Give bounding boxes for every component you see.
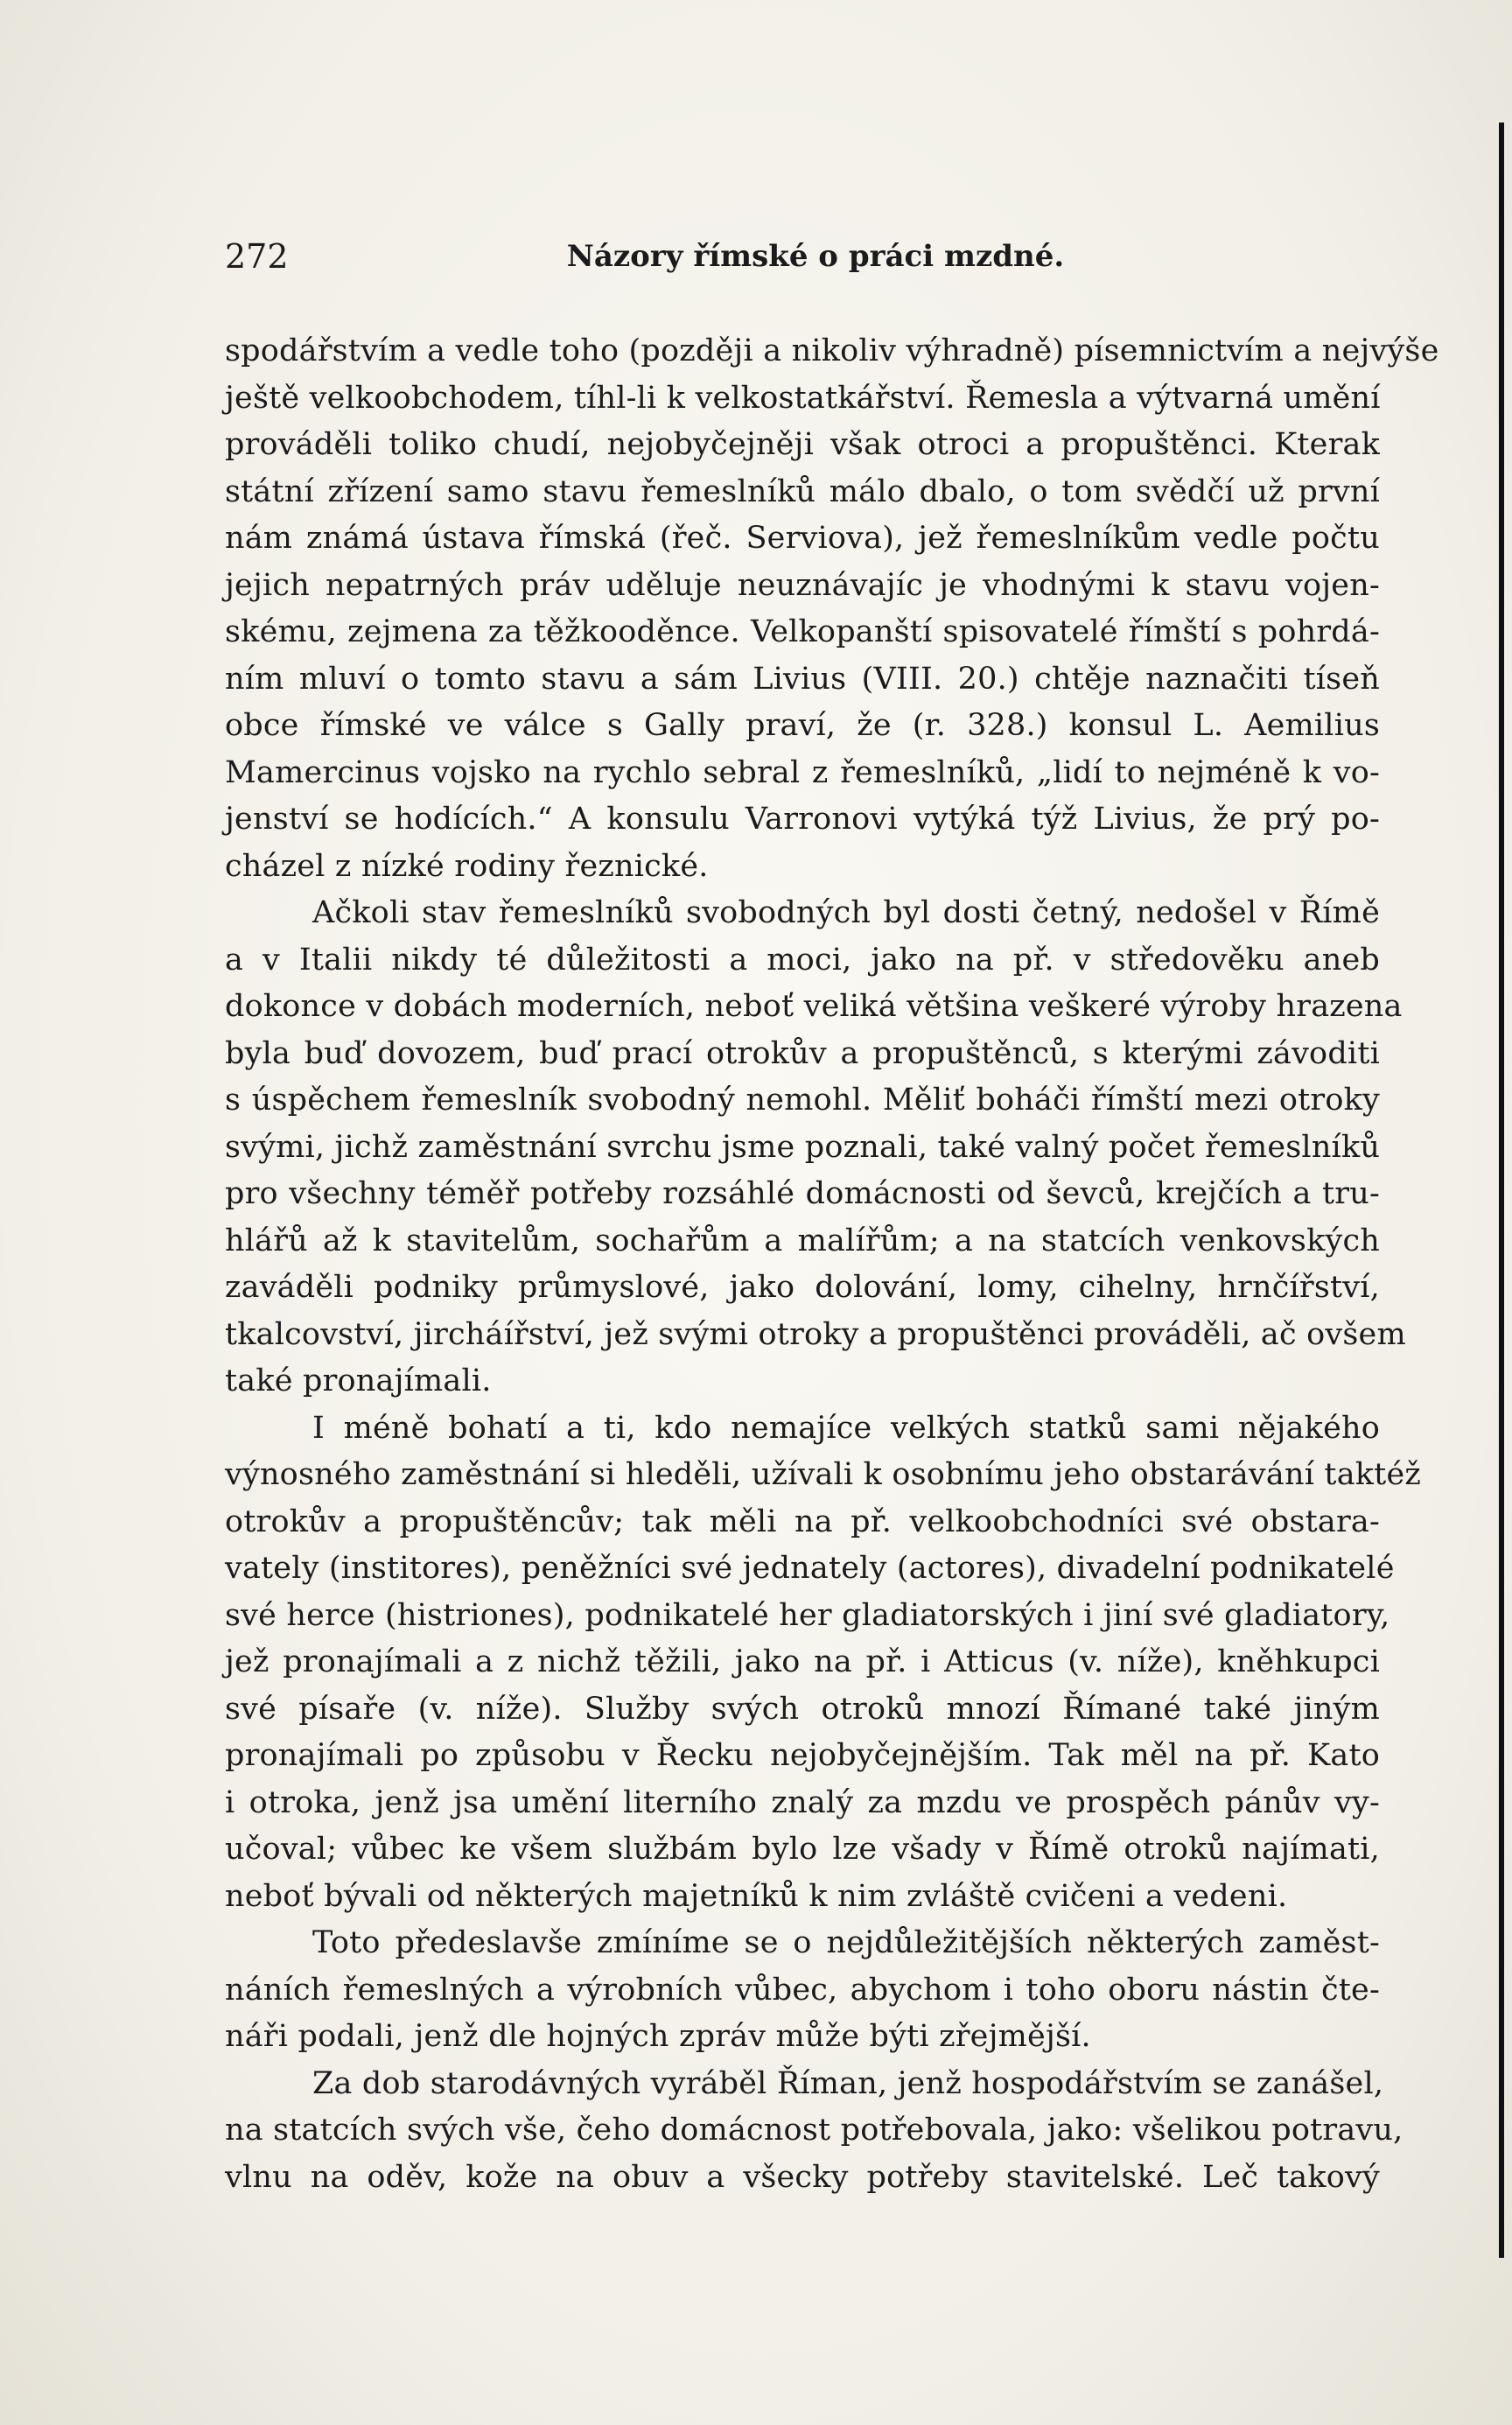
text-line: jenství se hodících.“ A konsulu Varronovi vytýká týž Livius, že prý po- <box>225 802 1380 837</box>
text-line: náních řemeslných a výrobních vůbec, abychom i toho oboru nástin čte- <box>225 1972 1380 2008</box>
text-line: obce římské ve válce s Gally praví, že (r. 328.) konsul L. Aemilius <box>225 708 1380 743</box>
text-line: cházel z nízké rodiny řeznické. <box>225 848 709 884</box>
text-line: I méně bohatí a ti, kdo nemajíce velkých statků sami nějakého <box>312 1410 1380 1446</box>
text-line: i otroka, jenž jsa umění literního znalý za mzdu ve prospěch pánův vy- <box>225 1784 1380 1820</box>
text-line: skému, zejmena za těžkooděnce. Velkopanští spisovatelé římští s pohrdá- <box>225 614 1380 649</box>
text-line: Za dob starodávných vyráběl Říman, jenž hospodářstvím se zanášel, <box>312 2065 1384 2101</box>
page-number: 272 <box>225 237 289 276</box>
text-line: hlářů až k stavitelům, sochařům a malířům; a na statcích venkovských <box>225 1223 1380 1258</box>
text-line: jejich nepatrných práv uděluje neuznávajíc je vhodnými k stavu vojen- <box>225 567 1380 603</box>
text-line: jež pronajímali a z nichž těžili, jako na př. i Atticus (v. níže), kněhkupci <box>225 1644 1380 1679</box>
text-line: zaváděli podniky průmyslové, jako dolování, lomy, cihelny, hrnčířství, <box>225 1270 1380 1305</box>
text-line: náři podali, jenž dle hojných zpráv může býti zřejmější. <box>225 2019 1091 2054</box>
text-line: na statcích svých vše, čeho domácnost potřebovala, jako: všelikou potravu, <box>225 2113 1404 2148</box>
text-line: otrokův a propuštěncův; tak měli na př. velkoobchodníci své obstara- <box>225 1503 1380 1539</box>
text-line: tkalcovství, jircháířství, jež svými otroky a propuštěnci prováděli, ač ovšem <box>225 1316 1406 1352</box>
text-line: učoval; vůbec ke všem službám bylo lze všady v Římě otroků najímati, <box>225 1832 1380 1867</box>
text-line: ním mluví o tomto stavu a sám Livius (VIII. 20.) chtěje naznačiti tíseň <box>225 661 1380 697</box>
text-line: Toto předeslavše zmíníme se o nejdůležitějších některých zaměst- <box>312 1925 1380 1960</box>
text-line: ještě velkoobchodem, tíhl-li k velkostatkářství. Řemesla a výtvarná umění <box>225 380 1381 416</box>
text-line: svými, jichž zaměstnání svrchu jsme poznali, také valný počet řemeslníků <box>225 1129 1381 1165</box>
text-line: výnosného zaměstnání si hleděli, užívali k osobnímu jeho obstarávání taktéž <box>225 1457 1421 1492</box>
text-line: dokonce v dobách moderních, neboť veliká většina veškeré výroby hrazena <box>225 989 1403 1024</box>
body-text <box>225 328 1439 2201</box>
text-line: státní zřízení samo stavu řemeslníků málo dbalo, o tom svědčí už první <box>225 473 1380 509</box>
text-line: pronajímali po způsobu v Řecku nejobyčejnějším. Tak měl na př. Kato <box>225 1738 1380 1773</box>
text-line: Ačkoli stav řemeslníků svobodných byl dosti četný, nedošel v Římě <box>312 895 1380 930</box>
text-line: vlnu na oděv, kože na obuv a všecky potřeby stavitelské. Leč takový <box>225 2159 1380 2195</box>
text-line: neboť bývali od některých majetníků k nim zvláště cvičeni a vedeni. <box>225 1878 1288 1914</box>
text-line: své písaře (v. níže). Služby svých otroků mnozí Římané také jiným <box>225 1691 1380 1727</box>
text-line: byla buď dovozem, buď prací otrokův a propuštěnců, s kterými závoditi <box>225 1035 1380 1071</box>
text-line: s úspěchem řemeslník svobodný nemohl. Měliť boháči římští mezi otroky <box>225 1083 1380 1118</box>
text-line: pro všechny téměř potřeby rozsáhlé domácnosti od ševců, krejčích a tru- <box>225 1176 1380 1211</box>
text-line: prováděli toliko chudí, nejobyčejněji však otroci a propuštěnci. Kterak <box>225 427 1380 462</box>
text-line: nám známá ústava římská (řeč. Serviova), jež řemeslníkům vedle počtu <box>225 521 1380 556</box>
running-title: Názory římské o práci mzdné. <box>566 239 1065 274</box>
text-line: Mamercinus vojsko na rychlo sebral z řemeslníků, „lidí to nejméně k vo- <box>225 754 1380 790</box>
text-line: také pronajímali. <box>225 1363 492 1398</box>
text-line: vately (institores), peněžníci své jednately (actores), divadelní podnikatelé <box>225 1551 1395 1586</box>
text-line: spodářstvím a vedle toho (později a nikoliv výhradně) písemnictvím a nejvýše <box>225 333 1439 368</box>
text-line: své herce (histriones), podnikatelé her gladiatorských i jiní své gladiatory, <box>225 1597 1390 1633</box>
page-header <box>225 235 1380 278</box>
page-edge-rule <box>1499 123 1504 2258</box>
text-line: a v Italii nikdy té důležitosti a moci, jako na př. v středověku aneb <box>225 942 1380 978</box>
